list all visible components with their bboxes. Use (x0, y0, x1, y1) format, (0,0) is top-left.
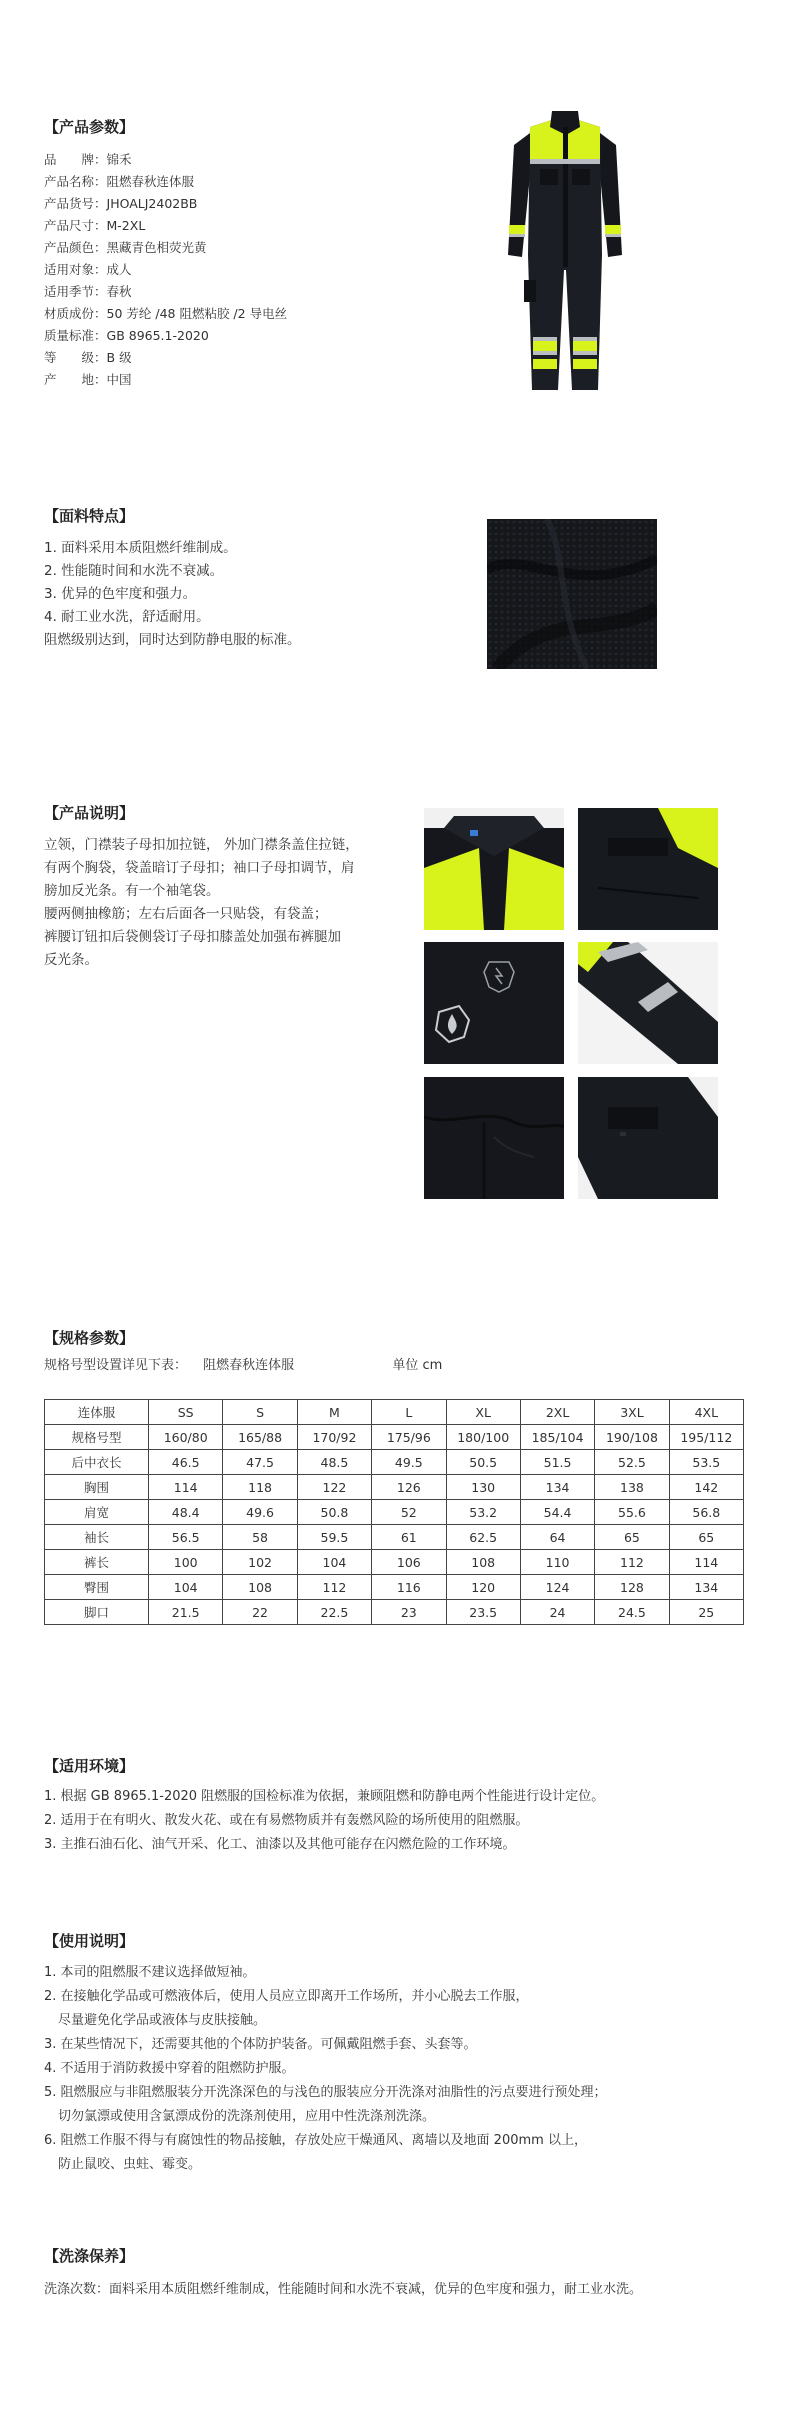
table-row-label: 袖长 (45, 1525, 149, 1550)
param-value: 锦禾 (106, 152, 132, 167)
table-cell: M (297, 1400, 371, 1425)
param-label: 等 级： (44, 350, 107, 365)
table-row (45, 1475, 744, 1500)
fabric-closeup-image (487, 519, 657, 669)
table-cell: 175/96 (372, 1425, 446, 1450)
table-cell: 112 (297, 1575, 371, 1600)
table-cell: 142 (669, 1475, 743, 1500)
param-row (44, 281, 287, 303)
detail-photo-sleeve (578, 942, 718, 1064)
detail-photo-chest-pocket (578, 808, 718, 930)
table-cell: 104 (149, 1575, 223, 1600)
param-value: GB 8965.1-2020 (106, 328, 209, 343)
table-cell: 195/112 (669, 1425, 743, 1450)
size-header-row (45, 1400, 744, 1425)
table-row-label: 肩宽 (45, 1500, 149, 1525)
usage-item: 4. 不适用于消防救援中穿着的阻燃防护服。 (44, 2061, 295, 2076)
environment-item: 1. 根据 GB 8965.1-2020 阻燃服的国检标准为依据，兼顾阻燃和防静电两个性能进行设计定位。 (44, 1789, 605, 1804)
description-line: 有两个胸袋，袋盖暗订子母扣；袖口子母扣调节，肩 (44, 860, 355, 876)
table-row (45, 1600, 744, 1625)
param-label: 适用季节： (44, 284, 107, 299)
description-line: 腰两侧抽橡筋；左右后面各一只贴袋，有袋盖； (44, 906, 328, 922)
table-cell: 56.8 (669, 1500, 743, 1525)
table-cell: 54.4 (520, 1500, 594, 1525)
param-row (44, 347, 287, 369)
table-cell: 190/108 (595, 1425, 669, 1450)
table-cell: 52.5 (595, 1450, 669, 1475)
table-cell: SS (149, 1400, 223, 1425)
table-cell: 108 (223, 1575, 297, 1600)
table-row (45, 1450, 744, 1475)
table-cell: 165/88 (223, 1425, 297, 1450)
detail-photo-flame-badge (424, 942, 564, 1064)
fabric-texture (487, 519, 657, 669)
param-row (44, 171, 287, 193)
table-cell: 120 (446, 1575, 520, 1600)
detail-photo-waist (424, 1077, 564, 1199)
fabric-point: 4. 耐工业水洗，舒适耐用。 (44, 609, 210, 625)
usage-item: 1. 本司的阻燃服不建议选择做短袖。 (44, 1965, 256, 1980)
table-cell: 55.6 (595, 1500, 669, 1525)
table-cell: 108 (446, 1550, 520, 1575)
table-cell: 49.6 (223, 1500, 297, 1525)
table-cell: L (372, 1400, 446, 1425)
table-cell: 180/100 (446, 1425, 520, 1450)
table-row (45, 1575, 744, 1600)
table-row-label: 胸围 (45, 1475, 149, 1500)
detail-photo-leg-pocket (578, 1077, 718, 1199)
param-value: 阻燃春秋连体服 (106, 174, 195, 189)
table-cell: 122 (297, 1475, 371, 1500)
table-row-label: 裤长 (45, 1550, 149, 1575)
environment-list (44, 1785, 604, 1857)
table-cell: 3XL (595, 1400, 669, 1425)
param-row (44, 193, 287, 215)
param-label: 产品颜色： (44, 240, 107, 255)
table-cell: 134 (520, 1475, 594, 1500)
usage-item: 3. 在某些情况下，还需要其他的个体防护装备。可佩戴阻燃手套、头套等。 (44, 2037, 477, 2052)
table-cell: 52 (372, 1500, 446, 1525)
table-cell: 21.5 (149, 1600, 223, 1625)
table-cell: 53.5 (669, 1450, 743, 1475)
param-row (44, 215, 287, 237)
table-cell: 185/104 (520, 1425, 594, 1450)
size-table-wrap (44, 1399, 744, 1625)
table-row-label: 臀围 (45, 1575, 149, 1600)
param-row (44, 303, 287, 325)
specs-intro-line (44, 1355, 442, 1377)
table-cell: 53.2 (446, 1500, 520, 1525)
param-label: 质量标准： (44, 328, 107, 343)
table-cell: 22 (223, 1600, 297, 1625)
param-label: 产品货号： (44, 196, 107, 211)
table-cell: 126 (372, 1475, 446, 1500)
param-label: 产品尺寸： (44, 218, 107, 233)
table-cell: 62.5 (446, 1525, 520, 1550)
section-heading-fabric: 【面料特点】 (44, 507, 135, 525)
param-value: B 级 (106, 350, 132, 365)
usage-list (44, 1961, 607, 2177)
param-label: 适用对象： (44, 262, 107, 277)
care-text: 洗涤次数：面料采用本质阻燃纤维制成，性能随时间和水洗不衰减，优异的色牢度和强力，耐工业水洗。 (44, 2282, 643, 2297)
specs-unit: 单位 cm (392, 1358, 443, 1373)
table-cell: 24 (520, 1600, 594, 1625)
description-line: 裤腰订钮扣后袋侧袋订子母扣膝盖处加强布裤腿加 (44, 929, 341, 945)
table-cell: 128 (595, 1575, 669, 1600)
table-cell: 23.5 (446, 1600, 520, 1625)
table-cell: 2XL (520, 1400, 594, 1425)
table-cell: 65 (595, 1525, 669, 1550)
specs-product-name: 阻燃春秋连体服 (203, 1358, 295, 1373)
table-cell: 104 (297, 1550, 371, 1575)
table-cell: 134 (669, 1575, 743, 1600)
usage-item: 防止鼠咬、虫蛀、霉变。 (58, 2157, 202, 2172)
table-cell: 50.8 (297, 1500, 371, 1525)
fabric-point: 2. 性能随时间和水洗不衰减。 (44, 563, 224, 579)
table-cell: 58 (223, 1525, 297, 1550)
usage-item: 2. 在接触化学品或可燃液体后，使用人员应立即离开工作场所，并小心脱去工作服， (44, 1989, 529, 2004)
table-cell: 65 (669, 1525, 743, 1550)
param-row (44, 325, 287, 347)
table-row (45, 1550, 744, 1575)
coverall-product-image (500, 105, 630, 395)
table-cell: 48.5 (297, 1450, 371, 1475)
description-line: 反光条。 (44, 952, 98, 968)
environment-item: 2. 适用于在有明火、散发火花、或在有易燃物质并有轰燃风险的场所使用的阻燃服。 (44, 1813, 529, 1828)
table-cell: 116 (372, 1575, 446, 1600)
table-cell: 110 (520, 1550, 594, 1575)
table-cell: 114 (669, 1550, 743, 1575)
param-value: 中国 (106, 372, 132, 387)
table-cell: 112 (595, 1550, 669, 1575)
table-cell: 130 (446, 1475, 520, 1500)
section-heading-specs: 【规格参数】 (44, 1329, 135, 1347)
detail-photo-collar (424, 808, 564, 930)
table-cell: 22.5 (297, 1600, 371, 1625)
table-cell: 47.5 (223, 1450, 297, 1475)
param-label: 产品名称： (44, 174, 107, 189)
param-row (44, 237, 287, 259)
table-cell: 170/92 (297, 1425, 371, 1450)
table-cell: XL (446, 1400, 520, 1425)
table-cell: 50.5 (446, 1450, 520, 1475)
table-cell: 24.5 (595, 1600, 669, 1625)
fabric-point: 3. 优异的色牢度和强力。 (44, 586, 197, 602)
section-heading-usage: 【使用说明】 (44, 1932, 135, 1950)
usage-item: 5. 阻燃服应与非阻燃服装分开洗涤深色的与浅色的服装应分开洗涤对油脂性的污点要进行预处理； (44, 2085, 607, 2100)
table-cell: 114 (149, 1475, 223, 1500)
table-row (45, 1500, 744, 1525)
param-label: 品 牌： (44, 152, 107, 167)
table-cell: 4XL (669, 1400, 743, 1425)
param-label: 产 地： (44, 372, 107, 387)
table-cell: 118 (223, 1475, 297, 1500)
section-heading-params: 【产品参数】 (44, 118, 135, 136)
table-cell: 49.5 (372, 1450, 446, 1475)
table-cell: 160/80 (149, 1425, 223, 1450)
table-cell: 100 (149, 1550, 223, 1575)
table-row-label: 后中衣长 (45, 1450, 149, 1475)
table-cell: 138 (595, 1475, 669, 1500)
table-cell: 59.5 (297, 1525, 371, 1550)
param-value: 春秋 (106, 284, 132, 299)
table-cell: 48.4 (149, 1500, 223, 1525)
size-header-row-label: 连体服 (45, 1400, 149, 1425)
param-label: 材质成份： (44, 306, 107, 321)
table-cell: 23 (372, 1600, 446, 1625)
model-row-label: 规格号型 (45, 1425, 149, 1450)
table-cell: 102 (223, 1550, 297, 1575)
table-row (45, 1525, 744, 1550)
param-value: 黑藏青色相荧光黄 (106, 240, 207, 255)
fabric-point: 1. 面料采用本质阻燃纤维制成。 (44, 540, 237, 556)
coverall-illustration (500, 105, 630, 395)
param-value: JHOALJ2402BB (106, 196, 198, 211)
usage-item: 尽量避免化学品或液体与皮肤接触。 (58, 2013, 267, 2028)
table-cell: S (223, 1400, 297, 1425)
table-cell: 56.5 (149, 1525, 223, 1550)
params-list (44, 149, 287, 391)
section-heading-description: 【产品说明】 (44, 804, 135, 822)
param-value: M-2XL (106, 218, 146, 233)
param-value: 成人 (106, 262, 132, 277)
table-cell: 51.5 (520, 1450, 594, 1475)
param-row (44, 149, 287, 171)
fabric-point: 阻燃级别达到，同时达到防静电服的标准。 (44, 632, 301, 648)
description-line: 膀加反光条。有一个袖笔袋。 (44, 883, 220, 899)
fabric-list (44, 537, 301, 652)
section-heading-environment: 【适用环境】 (44, 1757, 135, 1775)
table-cell: 124 (520, 1575, 594, 1600)
table-cell: 106 (372, 1550, 446, 1575)
usage-item: 切勿氯漂或使用含氯漂成份的洗涤剂使用，应用中性洗涤剂洗涤。 (58, 2109, 436, 2124)
table-cell: 64 (520, 1525, 594, 1550)
usage-item: 6. 阻燃工作服不得与有腐蚀性的物品接触，存放处应干燥通风、离墙以及地面 200mm 以上， (44, 2133, 587, 2148)
specs-intro: 规格号型设置详见下表： (44, 1358, 188, 1373)
param-row (44, 259, 287, 281)
model-row (45, 1425, 744, 1450)
section-heading-care: 【洗涤保养】 (44, 2247, 135, 2265)
environment-item: 3. 主推石油石化、油气开采、化工、油漆以及其他可能存在闪燃危险的工作环境。 (44, 1837, 516, 1852)
param-row (44, 369, 287, 391)
table-cell: 61 (372, 1525, 446, 1550)
table-row-label: 脚口 (45, 1600, 149, 1625)
table-cell: 25 (669, 1600, 743, 1625)
description-line: 立领，门襟装子母扣加拉链， 外加门襟条盖住拉链， (44, 837, 359, 853)
size-table (44, 1399, 744, 1625)
description-text (44, 834, 359, 972)
param-value: 50 芳纶 /48 阻燃粘胶 /2 导电丝 (106, 306, 288, 321)
table-cell: 46.5 (149, 1450, 223, 1475)
